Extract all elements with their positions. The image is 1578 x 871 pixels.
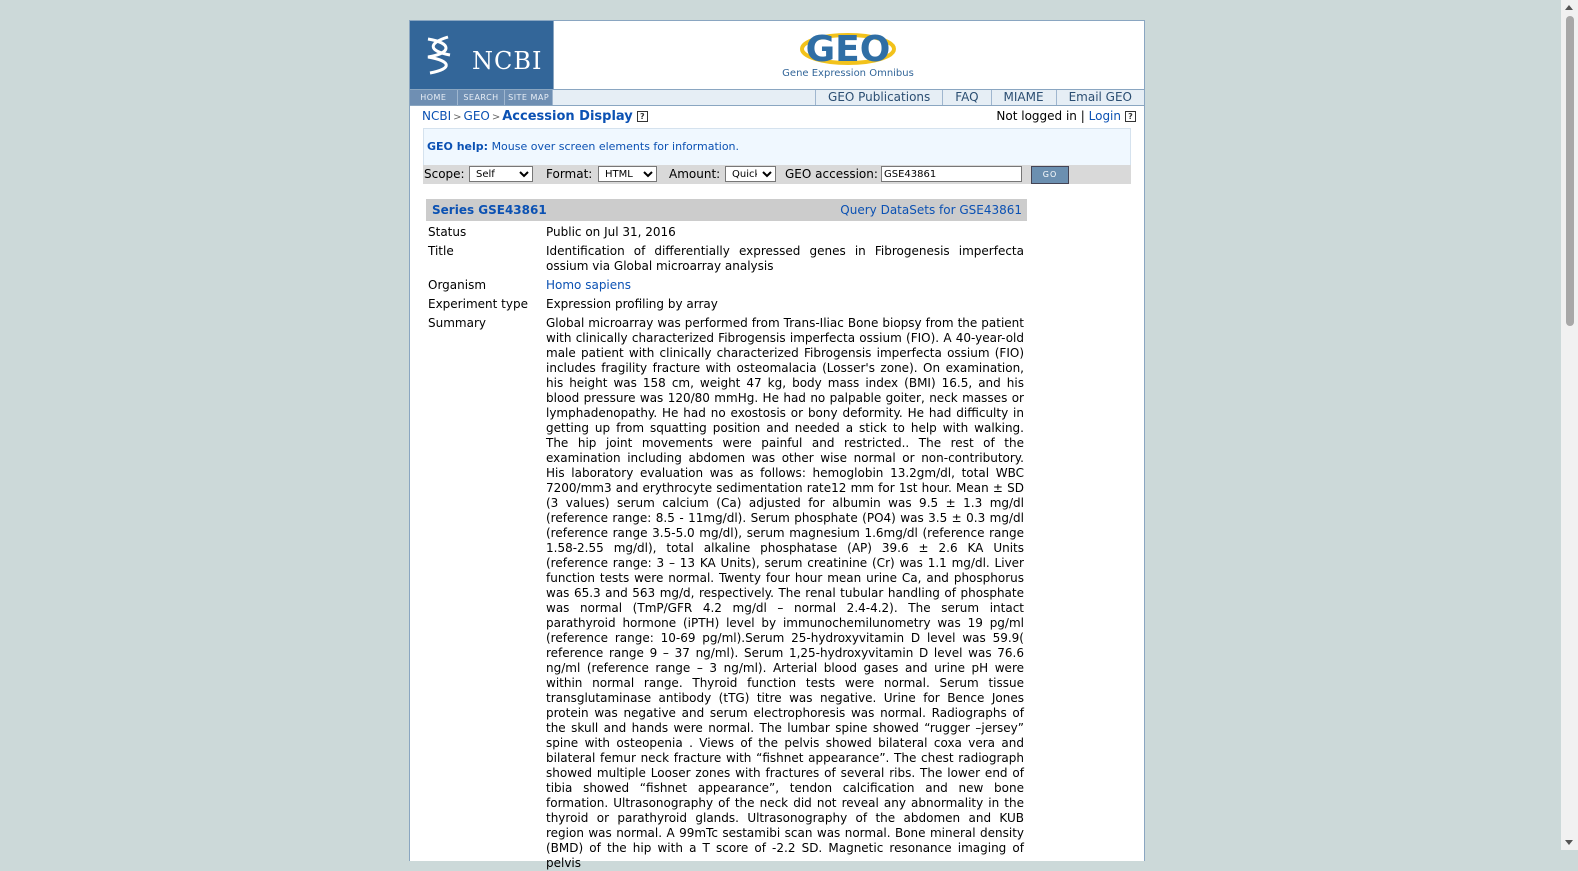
nav-miame[interactable]: MIAME [991, 90, 1056, 105]
breadcrumb-geo[interactable]: GEO [463, 109, 490, 123]
row-key: Organism [428, 278, 487, 292]
help-icon[interactable]: ? [1125, 111, 1136, 122]
row-value: Public on Jul 31, 2016 [546, 225, 676, 239]
amount-select[interactable] [725, 166, 776, 182]
go-button[interactable]: GO [1031, 166, 1069, 184]
breadcrumb-ncbi[interactable]: NCBI [422, 109, 452, 123]
dna-helix-icon [422, 35, 464, 75]
format-label: Format: [546, 167, 593, 181]
help-icon[interactable]: ? [637, 111, 648, 122]
row-value: Expression profiling by array [546, 297, 718, 311]
login-link[interactable]: Login [1088, 109, 1121, 123]
geo-subtitle: Gene Expression Omnibus [782, 68, 914, 79]
query-datasets-link[interactable]: Query DataSets for GSE43861 [840, 203, 1022, 217]
login-area [996, 109, 1136, 123]
login-status: Not logged in [996, 109, 1077, 123]
ncbi-logo-text: NCBI [472, 47, 543, 75]
breadcrumb-separator: > [491, 112, 501, 123]
login-separator: | [1080, 109, 1085, 123]
scroll-down-icon[interactable] [1565, 840, 1573, 845]
series-id: Series GSE43861 [432, 203, 547, 217]
ncbi-logo[interactable] [410, 21, 554, 89]
scope-select[interactable] [469, 166, 533, 182]
header [410, 21, 1144, 90]
row-value: Identification of differentially expressed genes in Fibrogenesis imperfecta ossium via Global microarray analysis [546, 244, 1024, 273]
query-bar [423, 165, 1131, 184]
scroll-thumb[interactable] [1566, 16, 1574, 326]
series-header [426, 199, 1027, 221]
svg-text:GEO: GEO [805, 29, 891, 69]
row-key: Summary [428, 316, 486, 330]
organism-link[interactable]: Homo sapiens [546, 278, 632, 292]
scope-label: Scope: [424, 167, 465, 181]
row-key: Title [428, 244, 454, 258]
amount-label: Amount: [669, 167, 721, 181]
geo-accession-input[interactable] [881, 166, 1022, 182]
geo-logo-icon [796, 27, 900, 69]
page-container [409, 20, 1145, 870]
nav-faq[interactable]: FAQ [942, 90, 990, 105]
geo-help-text [427, 140, 739, 153]
geo-nav [815, 90, 1144, 105]
nav-search[interactable]: SEARCH [458, 90, 506, 105]
format-select[interactable] [598, 166, 657, 182]
geo-logo[interactable] [778, 27, 918, 79]
geo-help-message: Mouse over screen elements for information. [491, 140, 740, 153]
scroll-up-icon[interactable] [1565, 5, 1573, 10]
summary-text: Global microarray was performed from Trans-Iliac Bone biopsy from the patient with clinically characterized Fibrogensis imperfecta ossium (FIO). A 40-year-old male patient with clinically characterized Fibrogensis imperfecta ossium (FIO) includes fragility fracture with osteomalacia (Losser's zone). On examination, his height was 158 cm, weight 47 kg, body mass index (BMI) 16.5, and his blood pressure was 120/80 mmHg. He had no palpable goiter, neck masses or lymphadenopathy. He had no exostosis or bony deformity. He had difficulty in getting up from squatting position and needed a stick to help with walking. The hip joint movements were painful and restricted.. The rest of the examination including abdomen was other wise normal or non-contributory. His laboratory evaluation was as follows: hemoglobin 13.2gm/dl, total WBC 7200/mm3 and erythrocyte sedimentation rate12 mm for 1st hour. Mean ± SD (3 values) serum calcium (Ca) adjusted for albumin was 9.5 ± 1.3 mg/dl (reference range: 8.5 - 11mg/dl). Serum phosphate (PO4) was 3.5 ± 0.3 mg/dl (reference range 3.5-5.0 mg/dl), serum magnesium 1.6mg/dl (reference range 1.58-2.55 mg/dl), total alkaline phosphatase (AP) 39.6 ± 2.6 KA Units (reference range: 3 – 13 KA Units), serum creatinine (Cr) was 1.1 mg/dl. Liver function tests were normal. Twenty four hour mean urine Ca, and phosphorus was 65.3 and 563 mg/d, respectively. The renal tubular handling of phosphate was normal (TmP/GFR 4.2 mg/dl – normal 2.4-4.2). The serum intact parathyroid hormone (iPTH) level by immunochemilunometry was 19 pg/ml (reference range: 10-69 pg/ml).Serum 25-hydroxyvitamin D level was 59.9( reference range 9 – 37 ng/ml). Serum 1,25-hydroxyvitamin D level was 76.6 ng/ml (reference range – 3 ng/ml). Arterial blood gases and urine pH were within normal range. Thyroid function tests were normal. Serum tissue transglutaminase antibody (tTG) titre was negative. Urine for Bence Jones protein was negative and serum electrophoresis was normal. Radiographs of the skull and hands were normal. The lumbar spine showed “rugger –jersey” spine with osteopenia . Views of the pelvis showed bilateral coxa vera and bilateral femur neck fracture with “fishnet appearance”. The chest radiograph showed multiple Looser zones with fractures of several ribs. The lower end of tibia showed “fishnet appearance”, tendon calcification and new bone formation. Ultrasonography of the neck did not reveal any abnormality in the thyroid or parathyroid glands. Ultrasonography of the abdomen and KUB region was normal. A 99mTc sestamibi scan was normal. Bone mineral density (BMD) of the hip with a T score of -2.2 SD. Magnetic resonance imaging of pelvis [546, 316, 1024, 870]
geo-help-label: GEO help: [427, 140, 489, 153]
nav-email-geo[interactable]: Email GEO [1056, 90, 1144, 105]
geo-accession-label: GEO accession: [785, 167, 878, 181]
row-key: Experiment type [428, 297, 528, 311]
nav-strip [410, 90, 1144, 106]
ncbi-nav [410, 90, 553, 105]
row-key: Status [428, 225, 467, 239]
breadcrumb [422, 109, 648, 124]
nav-home[interactable]: HOME [410, 90, 458, 105]
geo-help-box [423, 128, 1131, 166]
breadcrumb-separator: > [453, 112, 462, 123]
breadcrumb-current: Accession Display [502, 109, 633, 124]
nav-site-map[interactable]: SITE MAP [505, 90, 553, 105]
nav-geo-publications[interactable]: GEO Publications [815, 90, 942, 105]
vertical-scrollbar[interactable] [1561, 0, 1578, 850]
